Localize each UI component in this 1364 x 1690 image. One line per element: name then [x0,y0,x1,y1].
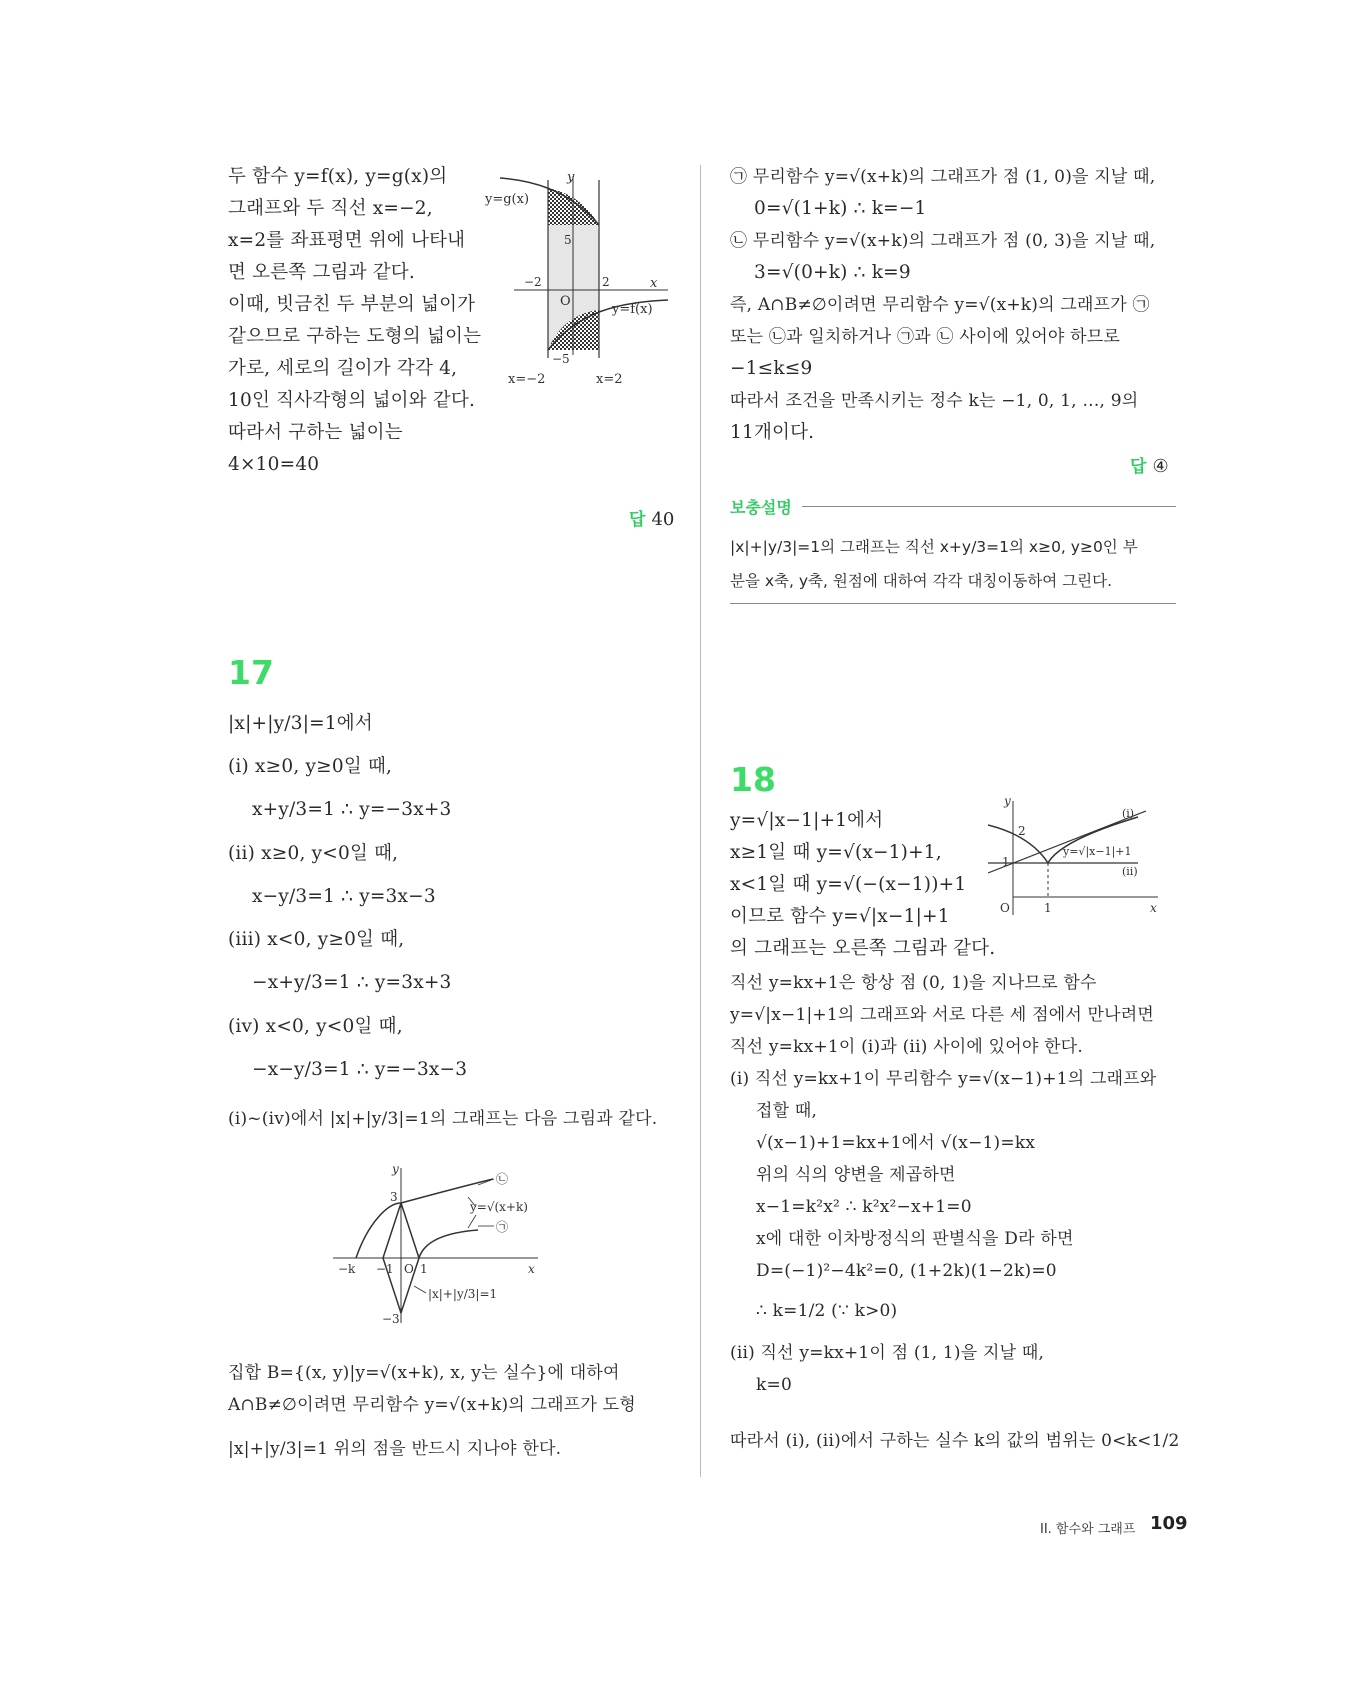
tick-neg3: −3 [382,1312,400,1326]
figure-sqrt-abs-graph [988,795,1178,930]
text-line: 따라서 조건을 만족시키는 정수 k는 −1, 0, 1, …, 9의 [730,391,1139,411]
text-line: |x|+|y/3|=1에서 [228,713,373,734]
leader-line [414,1286,426,1293]
problem-number: 18 [730,760,776,799]
equation-line: x−y/3=1 ∴ y=3x−3 [252,886,436,907]
tick-neg1: −1 [376,1262,394,1276]
y-axis-label: y [567,170,575,185]
text-line: 따라서 (i), (ii)에서 구하는 실수 k의 값의 범위는 0<k<1/2 [730,1431,1180,1451]
origin-label: O [560,294,571,309]
g-label: y=g(x) [485,192,530,207]
answer-value: ④ [1152,456,1169,477]
text-line: 즉, A∩B≠∅이려면 무리함수 y=√(x+k)의 그래프가 ㉠ [730,295,1150,315]
text-line: 직선 y=kx+1은 항상 점 (0, 1)을 지나므로 함수 [730,973,1097,993]
page-number: 109 [1150,1513,1188,1534]
text-line: ㉡ 무리함수 y=√(x+k)의 그래프가 점 (0, 3)을 지날 때, [730,231,1156,251]
tick-y2: 2 [1018,824,1026,838]
text-line: 또는 ㉡과 일치하거나 ㉠과 ㉡ 사이에 있어야 하므로 [730,327,1121,347]
text-line: 같으므로 구하는 도형의 넓이는 [228,326,482,347]
answer-tag: 답 [629,510,646,530]
text-line: (iii) x<0, y≥0일 때, [228,929,405,950]
x-axis-label: x [1150,901,1157,915]
marker-1: ㉠ [496,1220,509,1234]
text-line: 이때, 빗금친 두 부분의 넓이가 [228,294,476,315]
text-line: (iv) x<0, y<0일 때, [228,1016,403,1037]
abs-label: |x|+|y/3|=1 [428,1287,498,1301]
figure-diamond-graph [328,1163,568,1328]
answer-tag: 답 [1130,457,1147,477]
answer-17 [1130,452,1169,477]
figure-area-graph [478,170,678,395]
text-line: |x|+|y/3|=1 위의 점을 반드시 지나야 한다. [228,1439,562,1459]
f-label: y=f(x) [612,302,653,317]
text-line: y=√|x−1|+1의 그래프와 서로 다른 세 점에서 만나려면 [730,1005,1155,1025]
equation-line: x−1=k²x² ∴ k²x²−x+1=0 [756,1197,972,1217]
tick-neg-k: −k [338,1262,356,1276]
tick-x1: 1 [1044,901,1052,915]
leader-line [468,1215,476,1228]
text-line: y=√|x−1|+1에서 [730,810,884,831]
text-line: A∩B≠∅이려면 무리함수 y=√(x+k)의 그래프가 도형 [228,1395,636,1415]
sqrt-label: y=√(x+k) [470,1200,528,1214]
line-right-label: x=2 [596,372,623,387]
marker-2: ㉡ [496,1172,509,1186]
note-rule-top [802,506,1176,507]
curve-2 [356,1179,493,1258]
text-line: ㉠ 무리함수 y=√(x+k)의 그래프가 점 (1, 0)을 지날 때, [730,167,1156,187]
note-line: |x|+|y/3|=1의 그래프는 직선 x+y/3=1의 x≥0, y≥0인 부 [730,538,1138,556]
tick-5: 5 [564,233,572,247]
problem-number: 17 [228,653,274,692]
equation-line: k=0 [756,1375,792,1395]
note-rule-bottom [730,603,1176,604]
column-divider [700,165,701,1477]
note-title: 보충설명 [730,498,792,517]
text-line: 4×10=40 [228,454,320,475]
tick-neg2: −2 [524,275,542,289]
tick-y1: 1 [1002,855,1010,869]
equation-line: −x−y/3=1 ∴ y=−3x−3 [252,1059,468,1080]
equation-line: 3=√(0+k) ∴ k=9 [754,262,911,283]
tick-1: 1 [420,1262,428,1276]
text-line: 두 함수 y=f(x), y=g(x)의 [228,166,448,187]
curve-1 [419,1230,478,1258]
text-line: x<1일 때 y=√(−(x−1))+1 [730,874,967,895]
text-line: 집합 B={(x, y)|y=√(x+k), x, y는 실수}에 대하여 [228,1363,620,1383]
text-line: −1≤k≤9 [730,358,813,379]
answer-16 [629,505,674,530]
origin-label: O [1000,901,1010,915]
equation-line: −x+y/3=1 ∴ y=3x+3 [252,972,452,993]
text-line: x≥1일 때 y=√(x−1)+1, [730,842,942,863]
text-line: 이므로 함수 y=√|x−1|+1 [730,906,950,927]
tick-3: 3 [390,1190,398,1204]
text-line: 10인 직사각형의 넓이와 같다. [228,390,476,411]
equation-line: x+y/3=1 ∴ y=−3x+3 [252,799,452,820]
text-line: 11개이다. [730,422,815,443]
tick-2: 2 [602,275,610,289]
text-line: 그래프와 두 직선 x=−2, [228,198,433,219]
line-i [988,811,1146,873]
equation-line: 0=√(1+k) ∴ k=−1 [754,198,927,219]
footer-section: II. 함수와 그래프 [1040,1522,1136,1537]
text-line: (i) 직선 y=kx+1이 무리함수 y=√(x−1)+1의 그래프와 [730,1069,1157,1089]
x-axis-label: x [650,276,658,291]
x-axis-label: x [528,1262,535,1276]
equation-line: D=(−1)²−4k²=0, (1+2k)(1−2k)=0 [756,1261,1057,1281]
text-line: 가로, 세로의 길이가 각각 4, [228,358,458,379]
y-axis-label: y [392,1163,399,1176]
y-axis-label: y [1004,795,1011,808]
answer-value: 40 [651,509,675,530]
line-ii-label: (ii) [1122,865,1138,878]
text-line: 면 오른쪽 그림과 같다. [228,262,415,283]
text-line: (i)~(iv)에서 |x|+|y/3|=1의 그래프는 다음 그림과 같다. [228,1109,658,1129]
origin-label: O [404,1262,414,1276]
curve-label: y=√|x−1|+1 [1063,845,1132,858]
text-line: 직선 y=kx+1이 (i)과 (ii) 사이에 있어야 한다. [730,1037,1083,1057]
line-left-label: x=−2 [508,372,546,387]
note-line: 분을 x축, y축, 원점에 대하여 각각 대칭이동하여 그린다. [730,572,1113,590]
text-line: 위의 식의 양변을 제곱하면 [756,1165,956,1185]
text-line: x에 대한 이차방정식의 판별식을 D라 하면 [756,1229,1074,1249]
text-line: (ii) 직선 y=kx+1이 점 (1, 1)을 지날 때, [730,1343,1045,1363]
equation-line: ∴ k=1/2 (∵ k>0) [756,1301,898,1321]
equation-line: √(x−1)+1=kx+1에서 √(x−1)=kx [756,1133,1036,1153]
tick-neg5: −5 [552,352,570,366]
text-line: x=2를 좌표평면 위에 나타내 [228,230,466,251]
text-line: 의 그래프는 오른쪽 그림과 같다. [730,938,996,959]
line-i-label: (i) [1122,807,1135,820]
text-line: 접할 때, [756,1101,818,1121]
text-line: (i) x≥0, y≥0일 때, [228,756,393,777]
text-line: 따라서 구하는 넓이는 [228,422,403,443]
text-line: (ii) x≥0, y<0일 때, [228,843,399,864]
